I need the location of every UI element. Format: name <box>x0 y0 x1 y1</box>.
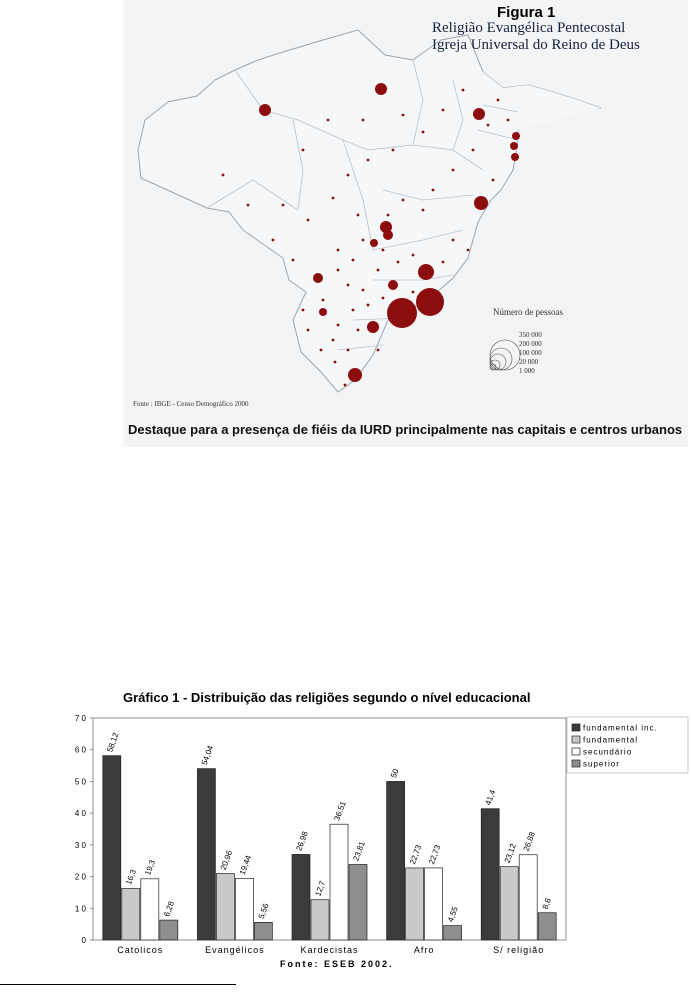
population-bubble <box>272 239 275 242</box>
bar <box>330 824 348 940</box>
population-bubble <box>507 119 510 122</box>
legend-swatch <box>572 736 580 743</box>
population-bubble <box>383 230 393 240</box>
population-bubble <box>292 259 295 262</box>
population-bubble <box>362 119 365 122</box>
population-bubble <box>387 298 417 328</box>
population-bubble <box>377 349 380 352</box>
population-bubble <box>344 384 347 387</box>
population-bubble <box>357 214 360 217</box>
bar <box>481 809 499 940</box>
bar <box>519 855 537 940</box>
legend-circles <box>490 340 520 370</box>
data-label: 19,3 <box>143 858 158 877</box>
footnote-rule <box>0 984 236 985</box>
bar <box>500 867 518 940</box>
chart-source: Fonte: ESEB 2002. <box>280 959 394 969</box>
population-bubble <box>357 329 360 332</box>
population-bubble <box>510 142 518 150</box>
data-label: 22,73 <box>427 843 443 866</box>
population-bubble <box>313 273 323 283</box>
bar-chart-figure <box>55 690 691 972</box>
data-label: 19,44 <box>237 854 254 877</box>
data-label: 50 <box>389 767 401 780</box>
population-bubble <box>382 249 385 252</box>
population-bubble <box>302 149 305 152</box>
y-tick-label: 3 0 <box>74 840 86 850</box>
map-caption: Destaque para a presença de fiéis da IURD principalmente nas capitais e centros urbanos <box>128 422 683 437</box>
population-bubble <box>348 368 362 382</box>
y-tick-label: 6 0 <box>74 745 86 755</box>
population-bubble <box>222 174 225 177</box>
population-bubble <box>462 89 465 92</box>
population-bubble <box>337 249 340 252</box>
bar <box>406 868 424 940</box>
bar-chart <box>55 690 691 972</box>
legend-label: secundário <box>583 747 633 757</box>
population-bubble <box>347 174 350 177</box>
map-source: Fonte : IBGE - Censo Demográfico 2000 <box>133 400 249 408</box>
map-legend-title: Número de pessoas <box>493 307 563 317</box>
population-bubble <box>332 339 335 342</box>
map-legend-value: 200 000 <box>519 340 542 348</box>
population-bubble <box>382 297 385 300</box>
bar <box>141 879 159 940</box>
data-label: 4,55 <box>446 905 460 924</box>
bar <box>311 900 329 940</box>
population-bubble <box>511 153 519 161</box>
population-bubble <box>332 197 335 200</box>
population-bubble <box>347 349 350 352</box>
population-bubble <box>397 261 400 264</box>
bar <box>349 864 367 940</box>
bar <box>538 913 556 940</box>
y-tick-label: 4 0 <box>74 809 86 819</box>
population-bubble <box>327 119 330 122</box>
bar <box>122 888 140 940</box>
population-bubble <box>367 304 370 307</box>
map-figure <box>123 0 688 447</box>
population-bubble <box>319 308 327 316</box>
population-bubble <box>282 204 285 207</box>
category-label: Catolicos <box>117 945 164 955</box>
population-bubble <box>402 114 405 117</box>
legend-label: fundamental <box>583 735 639 745</box>
data-label: 12,7 <box>313 879 328 898</box>
population-bubble <box>473 108 485 120</box>
data-label: 41,4 <box>483 788 498 807</box>
population-bubble <box>412 254 415 257</box>
population-bubble <box>422 209 425 212</box>
population-bubble <box>387 214 390 217</box>
population-bubble <box>247 204 250 207</box>
data-label: 6,28 <box>162 900 177 918</box>
legend-swatch <box>572 748 580 755</box>
bar <box>235 878 253 940</box>
population-bubble <box>497 99 500 102</box>
population-bubble <box>367 159 370 162</box>
data-label: 26,98 <box>294 830 310 853</box>
category-label: Afro <box>413 945 435 955</box>
population-bubble <box>452 239 455 242</box>
population-bubble <box>442 261 445 264</box>
population-bubble <box>492 179 495 182</box>
chart-title: Gráfico 1 - Distribuição das religiões segundo o nível educacional <box>123 690 531 705</box>
figure-title-line2: Igreja Universal do Reino de Deus <box>432 37 640 53</box>
brazil-map <box>123 0 688 447</box>
y-tick-label: 1 0 <box>74 904 86 914</box>
population-bubble <box>402 199 405 202</box>
population-bubble <box>375 83 387 95</box>
bar <box>425 868 443 940</box>
population-bubble <box>418 264 434 280</box>
population-bubble <box>302 309 305 312</box>
population-bubble <box>307 219 310 222</box>
population-bubble <box>467 249 470 252</box>
bar <box>444 926 462 940</box>
population-bubble <box>487 124 490 127</box>
category-label: S/ religião <box>493 945 545 955</box>
legend-label: fundamental inc. <box>583 723 658 733</box>
data-label: 5,56 <box>256 902 271 921</box>
population-bubble <box>412 291 415 294</box>
data-label: 22,73 <box>408 843 424 866</box>
population-bubble <box>337 269 340 272</box>
population-bubble <box>422 131 425 134</box>
map-legend-value: 350 000 <box>519 331 542 339</box>
data-label: 23,12 <box>502 842 518 865</box>
bar <box>387 781 405 940</box>
population-bubble <box>259 104 271 116</box>
bar <box>103 756 121 940</box>
data-label: 8,6 <box>540 896 553 911</box>
data-label: 23,81 <box>351 840 367 863</box>
population-bubble <box>334 361 337 364</box>
population-bubble <box>377 269 380 272</box>
y-tick-label: 0 <box>81 936 86 945</box>
data-label: 58,12 <box>105 731 121 754</box>
y-tick-label: 7 0 <box>74 714 86 723</box>
population-bubble <box>307 329 310 332</box>
population-bubble <box>362 289 365 292</box>
legend-swatch <box>572 724 580 731</box>
figure-label: Figura 1 <box>497 4 556 21</box>
population-bubble <box>352 309 355 312</box>
population-bubble <box>442 109 445 112</box>
population-bubble <box>362 239 365 242</box>
population-bubble <box>347 284 350 287</box>
y-tick-label: 5 0 <box>74 777 86 787</box>
population-bubble <box>474 196 488 210</box>
legend-swatch <box>572 760 580 767</box>
map-legend-value: 100 000 <box>519 349 542 357</box>
y-tick-label: 2 0 <box>74 872 86 882</box>
data-label: 26,88 <box>521 830 537 853</box>
bar <box>292 854 310 940</box>
population-bubble <box>472 149 475 152</box>
population-bubble <box>352 259 355 262</box>
population-bubble <box>452 169 455 172</box>
population-bubble <box>392 149 395 152</box>
population-bubble <box>388 280 398 290</box>
bar <box>216 874 234 940</box>
population-bubble <box>370 239 378 247</box>
map-legend-value: 20 000 <box>519 358 539 366</box>
bar <box>254 922 272 940</box>
map-legend-value: 1 000 <box>519 367 535 375</box>
data-label: 20,96 <box>218 849 235 872</box>
figure-title-line1: Religião Evangélica Pentecostal <box>432 20 626 36</box>
data-label: 36,51 <box>332 799 348 822</box>
population-bubble <box>432 189 435 192</box>
population-bubble <box>322 299 325 302</box>
bar <box>160 920 178 940</box>
data-label: 16,3 <box>124 868 139 886</box>
population-bubble <box>367 321 379 333</box>
bar <box>197 769 215 940</box>
population-bubble <box>512 132 520 140</box>
population-bubble <box>320 349 323 352</box>
data-label: 54,04 <box>199 744 216 767</box>
legend-label: superior <box>583 759 620 769</box>
category-label: Evangélicos <box>205 945 265 955</box>
category-label: Kardecistas <box>300 945 359 955</box>
population-bubble <box>416 288 444 316</box>
population-bubble <box>337 324 340 327</box>
